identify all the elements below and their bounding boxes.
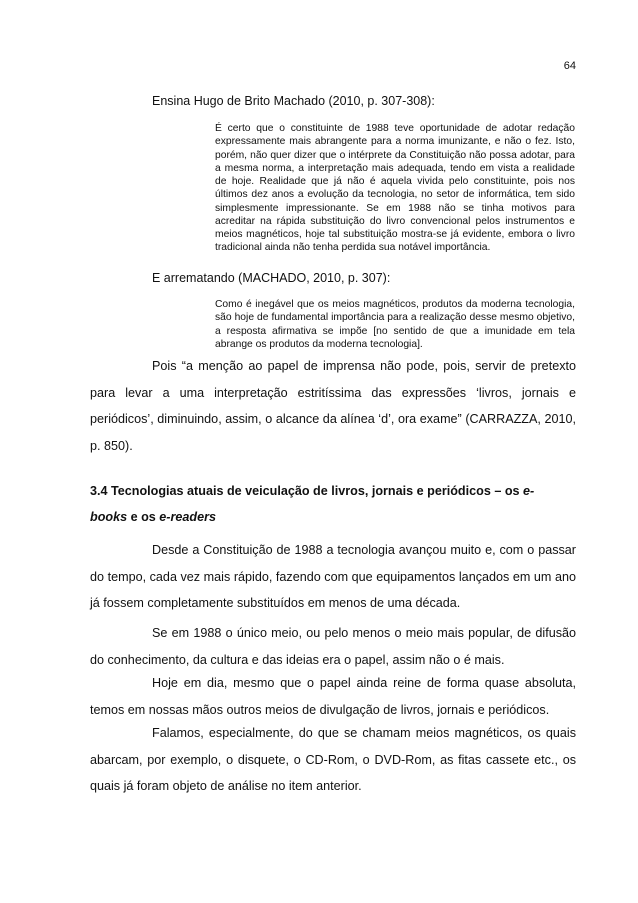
section-heading-text: 3.4 Tecnologias atuais de veiculação de livros, jornais e periódicos – os [90, 484, 524, 498]
body-paragraph: Hoje em dia, mesmo que o papel ainda reine de forma quase absoluta, temos em nossas mãos outros meios de divulgação de livros, jornais e periódicos. [90, 676, 576, 717]
section-heading-connector: e os [127, 510, 160, 524]
section-heading-ereaders: e-readers [159, 510, 217, 524]
block-quote-2: Como é inegável que os meios magnéticos, produtos da moderna tecnologia, são hoje de fundamental importância para a realização desse mesmo objetivo, a resposta afirmativa se impõe [no sentido de que a imunidade em tela abrange os produtos da moderna tecnologia]. [215, 299, 575, 350]
quote-intro-2: E arrematando (MACHADO, 2010, p. 307): [152, 271, 391, 285]
body-paragraph: Falamos, especialmente, do que se chamam meios magnéticos, os quais abarcam, por exemplo, o disquete, o CD-Rom, o DVD-Rom, as fitas cassete etc., os quais já foram objeto de análise no item anterior. [90, 726, 576, 793]
block-quote-1: É certo que o constituinte de 1988 teve oportunidade de adotar redação expressamente mais abrangente para a norma imunizante, e não o fez. Isto, porém, não quer dizer que o intérprete da Constituição não possa adotar, para a mesma norma, a interpretação mais adequada, tendo em vista a realidade de hoje. Realidade que já não é aquela vivida pelo constituinte, pois nos últimos dez anos a evolução da tecnologia, no setor de informática, tem sido simplesmente impressionante. Se em 1988 não se tinha motivos para acreditar na rápida substituição do livro convencional pelos instrumentos e meios magnéticos, hoje tal substituição mostra-se já evidente, embora o livro tradicional ainda não tenha perdida sua notável importância. [215, 123, 575, 254]
body-paragraph: Se em 1988 o único meio, ou pelo menos o meio mais popular, de difusão do conhecimento, da cultura e das ideias era o papel, assim não o é mais. [90, 626, 576, 667]
quote-intro-1: Ensina Hugo de Brito Machado (2010, p. 307-308): [152, 94, 435, 108]
body-paragraph: Desde a Constituição de 1988 a tecnologia avançou muito e, com o passar do tempo, cada vez mais rápido, fazendo com que equipamentos lançados em um ano já fossem completamente substituídos em menos de uma década. [90, 543, 576, 610]
section-heading [90, 478, 560, 530]
section-heading-ebooks: e-books [90, 484, 535, 524]
body-paragraph-carrazza: Pois “a menção ao papel de imprensa não pode, pois, servir de pretexto para levar a uma interpretação estritíssima das expressões ‘livros, jornais e periódicos’, diminuindo, assim, o alcance da alínea ‘d’, ora exame” (CARRAZZA, 2010, p. 850). [90, 359, 576, 453]
page-number: 64 [563, 60, 576, 72]
